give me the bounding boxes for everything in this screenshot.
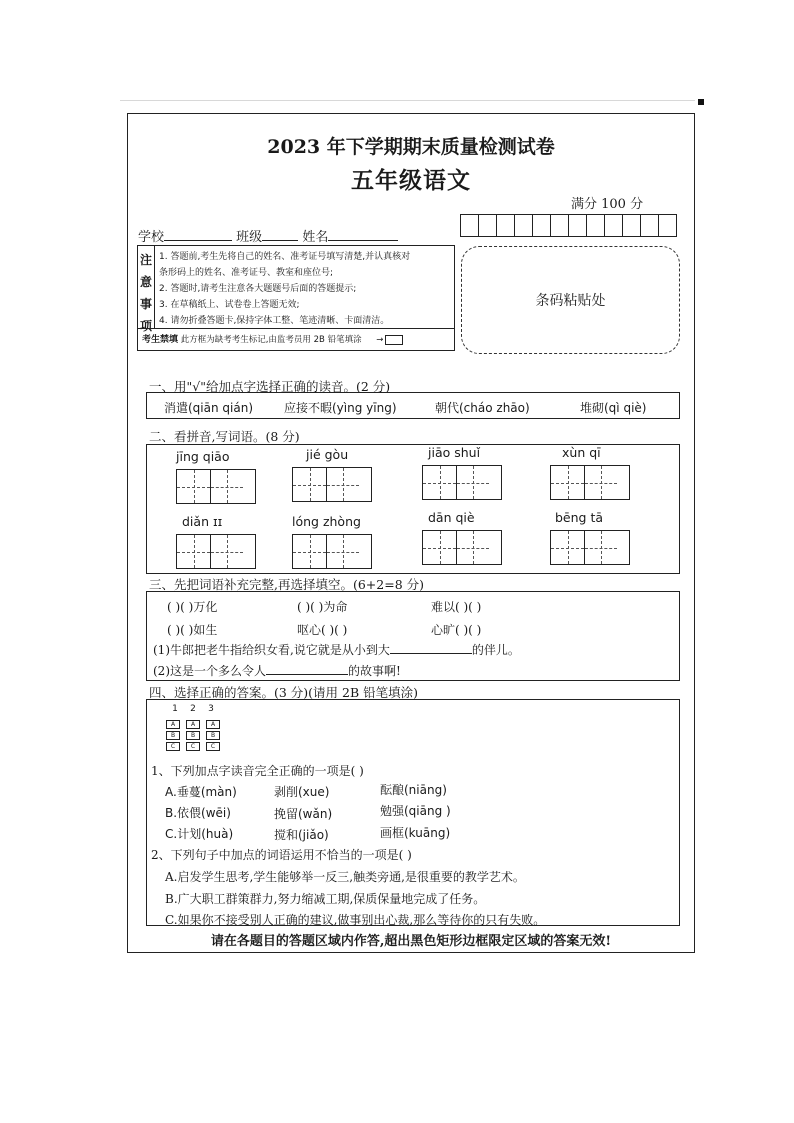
exam-subject: 五年级语文 [351, 167, 471, 194]
writing-grid[interactable] [422, 530, 502, 565]
id-digit-box[interactable] [532, 214, 551, 237]
id-digit-box[interactable] [460, 214, 479, 237]
barcode-area: 条码粘贴处 [461, 246, 680, 354]
notice-box [137, 245, 455, 351]
q4-question-1: 1、下列加点字读音完全正确的一项是( ) [151, 764, 364, 778]
notice-side-label: 注 意 事 项 [138, 246, 155, 328]
writing-grid[interactable] [176, 469, 256, 504]
q4-option: B.广大职工群策群力,努力缩减工期,保质保量地完成了任务。 [165, 892, 486, 906]
id-digit-box[interactable] [514, 214, 533, 237]
writing-grid[interactable] [292, 534, 372, 569]
q4-option: A.启发学生思考,学生能够举一反三,触类旁通,是很重要的教学艺术。 [165, 870, 525, 884]
name-label: 姓名 [302, 230, 329, 245]
id-digit-box[interactable] [478, 214, 497, 237]
bubble-1b[interactable]: B [166, 731, 180, 740]
q2-word: dān qiè [422, 510, 502, 565]
q4-option: 挽留(wǎn) [274, 807, 333, 821]
student-info-line [138, 226, 398, 245]
absent-mark-row [138, 328, 454, 350]
q4-question-2: 2、下列句子中加点的词语运用不恰当的一项是( ) [151, 848, 412, 862]
name-field[interactable] [328, 228, 398, 241]
q3-sentence-2: (2)这是一个多么令人 的故事啊! [153, 664, 401, 678]
id-digit-box[interactable] [658, 214, 677, 237]
q3-blank[interactable] [266, 663, 348, 675]
bubble-1a[interactable]: A [166, 720, 180, 729]
q4-option: C.计划(huà) [165, 827, 234, 841]
q4-option: 酝酿(niāng) [380, 783, 447, 797]
id-digit-box[interactable] [586, 214, 605, 237]
q4-option: 画框(kuāng) [380, 826, 451, 840]
q4-option: A.垂蔓(màn) [165, 785, 237, 799]
q2-word: diǎn ɪɪ [176, 514, 256, 569]
q3-idiom[interactable]: 难以( )( ) [431, 600, 482, 614]
bubble-2c[interactable]: C [186, 742, 200, 751]
corner-registration-mark [698, 99, 704, 105]
forbid-label: 考生禁填 [142, 335, 179, 345]
id-digit-box[interactable] [640, 214, 659, 237]
writing-grid[interactable] [550, 465, 630, 500]
q4-option: 剥削(xue) [274, 785, 330, 799]
q3-answer-box [146, 591, 680, 681]
q1-item[interactable]: 堆砌(qì qiè) [580, 401, 647, 415]
footer-warning: 请在各题目的答题区域内作答,超出黑色矩形边框限定区域的答案无效! [210, 934, 612, 949]
q2-answer-box [146, 444, 680, 574]
bubble-3a[interactable]: A [206, 720, 220, 729]
absent-fill-box[interactable] [385, 335, 403, 345]
q1-heading: 一、用"√"给加点字选择正确的读音。(2 分) [149, 379, 391, 394]
writing-grid[interactable] [176, 534, 256, 569]
bubble-1c[interactable]: C [166, 742, 180, 751]
page-top-line [120, 100, 695, 101]
q1-answer-box [146, 392, 680, 419]
q3-idiom[interactable]: 心旷( )( ) [431, 623, 482, 637]
q2-word: jiāo shuǐ [422, 445, 502, 500]
school-field[interactable] [164, 228, 232, 241]
bubble-2a[interactable]: A [186, 720, 200, 729]
q2-word: bēng tā [550, 510, 630, 565]
q3-idiom[interactable]: 呕心( )( ) [297, 623, 348, 637]
q4-answer-box [146, 699, 680, 926]
full-score: 满分 100 分 [571, 197, 644, 212]
q4-option: B.依偎(wēi) [165, 806, 231, 820]
q1-item[interactable]: 消遣(qiān qián) [164, 401, 253, 415]
notice-item: 条形码上的姓名、准考证号、教室和座位号; [159, 268, 334, 278]
q4-heading: 四、选择正确的答案。(3 分)(请用 2B 铅笔填涂) [149, 685, 419, 700]
class-label: 班级 [236, 230, 263, 245]
bubble-3c[interactable]: C [206, 742, 220, 751]
writing-grid[interactable] [422, 465, 502, 500]
notice-item: 2. 答题时,请考生注意各大题题号后面的答题提示; [159, 284, 357, 294]
q4-option: 勉强(qiāng ) [380, 804, 451, 818]
q3-idiom[interactable]: ( )( )如生 [167, 623, 218, 637]
id-digit-box[interactable] [550, 214, 569, 237]
forbid-text: 此方框为缺考考生标记,由监考员用 2B 铅笔填涂 [180, 335, 362, 345]
q1-item[interactable]: 朝代(cháo zhāo) [435, 401, 530, 415]
q2-word: xùn qī [550, 445, 630, 500]
bubble-sheet: 1 2 3 A A A B B B C C C [166, 704, 226, 751]
q4-option: 搅和(jiǎo) [274, 828, 329, 842]
q4-option: C.如果你不接受别人正确的建议,做事别出心裁,那么等待你的只有失败。 [165, 913, 546, 927]
q2-word: jīng qiāo [176, 449, 256, 504]
id-digit-box[interactable] [604, 214, 623, 237]
q1-item[interactable]: 应接不暇(yìng yīng) [284, 401, 397, 415]
exam-title: 2023 年下学期期末质量检测试卷 [267, 136, 555, 158]
notice-item: 4. 请勿折叠答题卡,保持字体工整、笔迹清晰、卡面清洁。 [159, 316, 390, 326]
class-field[interactable] [262, 228, 298, 241]
q3-idiom[interactable]: ( )( )万化 [167, 600, 218, 614]
bubble-2b[interactable]: B [186, 731, 200, 740]
school-label: 学校 [138, 230, 165, 245]
q3-sentence-1: (1)牛郎把老牛指给织女看,说它就是从小到大 的伴儿。 [153, 643, 520, 657]
notice-item: 1. 答题前,考生先将自己的姓名、准考证号填写清楚,并认真核对 [159, 252, 411, 262]
q3-blank[interactable] [390, 642, 472, 654]
q2-word: lóng zhòng [292, 514, 372, 569]
q3-idiom[interactable]: ( )( )为命 [297, 600, 348, 614]
bubble-3b[interactable]: B [206, 731, 220, 740]
writing-grid[interactable] [292, 467, 372, 502]
q2-heading: 二、看拼音,写词语。(8 分) [149, 429, 300, 444]
notice-items [159, 249, 453, 329]
exam-number-boxes[interactable] [461, 214, 677, 237]
arrow-icon: → [376, 335, 384, 345]
id-digit-box[interactable] [496, 214, 515, 237]
id-digit-box[interactable] [568, 214, 587, 237]
q3-heading: 三、先把词语补充完整,再选择填空。(6+2=8 分) [149, 577, 425, 592]
id-digit-box[interactable] [622, 214, 641, 237]
q2-word: jié gòu [292, 447, 372, 502]
answer-sheet [127, 113, 695, 953]
notice-item: 3. 在草稿纸上、试卷卷上答题无效; [159, 300, 300, 310]
writing-grid[interactable] [550, 530, 630, 565]
